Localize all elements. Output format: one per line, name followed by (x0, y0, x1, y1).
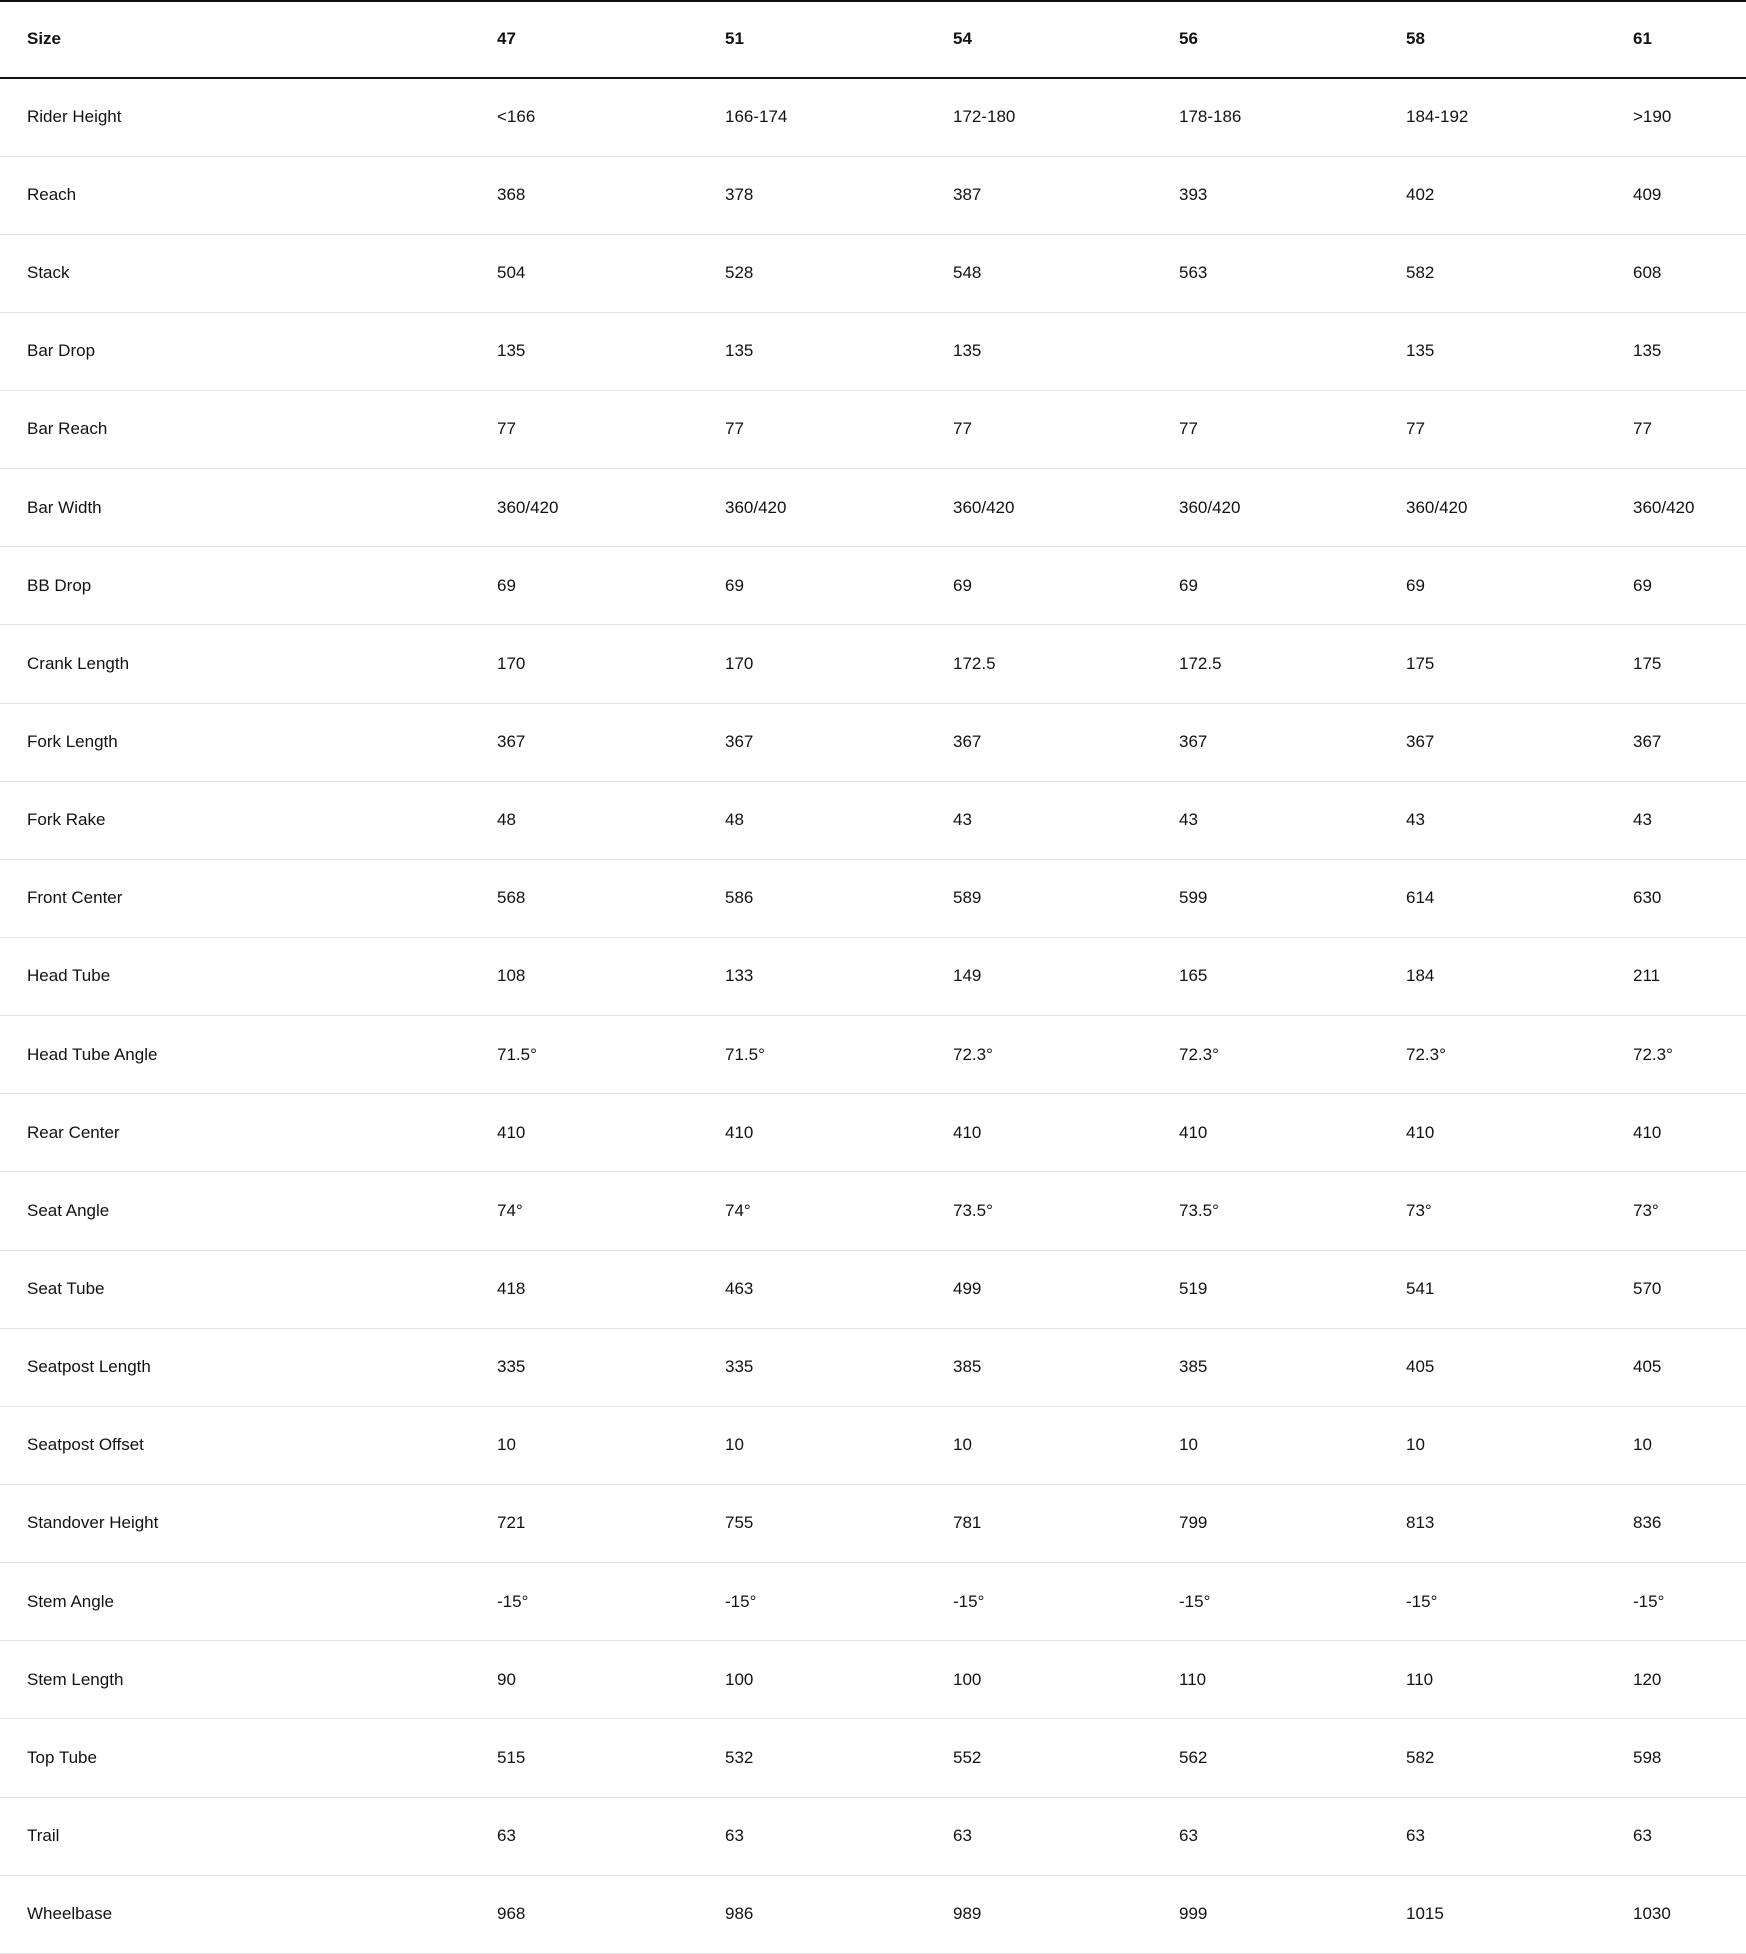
table-row (0, 1016, 1746, 1094)
row-label: Fork Length (27, 732, 118, 751)
row-label: Rear Center (27, 1122, 120, 1142)
value-cell: 120 (1633, 1669, 1662, 1689)
value-cell: 1015 (1406, 1904, 1444, 1924)
row-label: Standover Height (27, 1513, 159, 1533)
table-row (0, 469, 1746, 547)
value-cell: 986 (725, 1904, 754, 1924)
value-cell: 360/420 (725, 497, 787, 517)
value-cell: 184-192 (1406, 107, 1469, 127)
table-row (0, 1797, 1746, 1875)
value-cell: 63 (1633, 1825, 1652, 1845)
value-cell: 367 (497, 732, 526, 751)
table-row (0, 1563, 1746, 1641)
row-label: Bar Drop (27, 341, 96, 361)
value-cell: 614 (1406, 888, 1435, 908)
value-cell: 110 (1179, 1669, 1207, 1689)
value-cell: -15° (1179, 1591, 1211, 1611)
table-row (0, 781, 1746, 859)
value-cell: 211 (1633, 966, 1661, 986)
value-cell: 989 (953, 1904, 982, 1924)
table-row (0, 1406, 1746, 1484)
value-cell: 519 (1179, 1278, 1208, 1298)
value-cell: 100 (953, 1669, 982, 1689)
value-cell: 178-186 (1179, 107, 1242, 127)
value-cell: 170 (497, 653, 526, 673)
table-row (0, 1250, 1746, 1328)
value-cell: 69 (953, 575, 972, 595)
value-cell: 999 (1179, 1904, 1208, 1924)
value-cell: 72.3° (1406, 1044, 1446, 1064)
row-label: Rider Height (27, 107, 122, 127)
table-row (0, 391, 1746, 469)
value-cell: 10 (1633, 1435, 1652, 1455)
value-cell: 77 (1406, 419, 1425, 439)
table-row (0, 1875, 1746, 1953)
row-label: Crank Length (27, 653, 130, 673)
value-cell: 836 (1633, 1513, 1662, 1533)
value-cell: -15° (725, 1591, 757, 1611)
value-cell: 410 (1179, 1122, 1208, 1142)
value-cell: 755 (725, 1513, 754, 1533)
value-cell: 968 (497, 1904, 526, 1924)
row-label: Stem Length (27, 1669, 124, 1689)
value-cell: 552 (953, 1747, 982, 1767)
value-cell: 48 (497, 810, 516, 830)
value-cell: 63 (1406, 1825, 1425, 1845)
value-cell: 69 (1406, 575, 1425, 595)
value-cell: 562 (1179, 1747, 1208, 1767)
value-cell: 410 (497, 1122, 526, 1142)
value-cell: 799 (1179, 1513, 1208, 1533)
value-cell: 135 (725, 341, 754, 361)
row-label: Bar Width (27, 497, 102, 517)
value-cell: 368 (497, 185, 526, 205)
value-cell: 110 (1406, 1669, 1434, 1689)
value-cell: 10 (1179, 1435, 1198, 1455)
value-cell: 73° (1633, 1200, 1659, 1220)
value-cell: 175 (1406, 653, 1435, 673)
value-cell: 100 (725, 1669, 754, 1689)
value-cell: 63 (1179, 1825, 1198, 1845)
value-cell: 165 (1179, 966, 1208, 986)
row-label: Bar Reach (27, 419, 108, 439)
row-label: Seatpost Length (27, 1357, 151, 1377)
frame-size-header: 61 (1633, 29, 1652, 49)
value-cell: 170 (725, 653, 754, 673)
value-cell: 630 (1633, 888, 1662, 908)
value-cell: 367 (1179, 732, 1208, 751)
value-cell: 360/420 (953, 497, 1015, 517)
value-cell: 385 (1179, 1357, 1208, 1377)
value-cell: 608 (1633, 263, 1662, 283)
table-row (0, 234, 1746, 312)
value-cell: 135 (1406, 341, 1435, 361)
value-cell: <166 (497, 107, 536, 127)
value-cell: 77 (953, 419, 972, 439)
value-cell: 72.3° (1179, 1044, 1219, 1064)
value-cell: 410 (725, 1122, 754, 1142)
value-cell: 721 (497, 1513, 526, 1533)
value-cell: 378 (725, 185, 754, 205)
table-row (0, 1172, 1746, 1250)
value-cell: 335 (497, 1357, 526, 1377)
row-label: Seatpost Offset (27, 1435, 144, 1455)
value-cell: 175 (1633, 653, 1662, 673)
value-cell: 385 (953, 1357, 982, 1377)
value-cell: 43 (1406, 810, 1425, 830)
table-body (0, 78, 1746, 1954)
value-cell: 63 (725, 1825, 744, 1845)
value-cell: 410 (1406, 1122, 1435, 1142)
value-cell: 360/420 (1406, 497, 1468, 517)
value-cell: 172.5 (1179, 653, 1222, 673)
value-cell: 548 (953, 263, 982, 283)
row-label: Trail (27, 1825, 60, 1845)
row-label: Seat Tube (27, 1278, 105, 1298)
value-cell: 77 (725, 419, 744, 439)
table-row (0, 1719, 1746, 1797)
frame-size-header: 54 (953, 29, 972, 49)
row-label: Head Tube Angle (27, 1044, 158, 1064)
value-cell: 586 (725, 888, 754, 908)
value-cell: 1030 (1633, 1904, 1671, 1924)
value-cell: 73.5° (953, 1200, 993, 1220)
header-row (0, 1, 1746, 78)
value-cell: 367 (725, 732, 754, 751)
row-label: Reach (27, 185, 77, 205)
value-cell: 405 (1633, 1357, 1662, 1377)
value-cell: 135 (497, 341, 526, 361)
value-cell: 73.5° (1179, 1200, 1219, 1220)
value-cell: 10 (725, 1435, 744, 1455)
value-cell: 69 (725, 575, 744, 595)
row-label: Fork Rake (27, 810, 106, 830)
value-cell: 90 (497, 1669, 516, 1689)
value-cell: 515 (497, 1747, 526, 1767)
value-cell: 528 (725, 263, 754, 283)
value-cell: 410 (1633, 1122, 1662, 1142)
row-label: Front Center (27, 888, 123, 908)
value-cell: 402 (1406, 185, 1435, 205)
table-row (0, 1094, 1746, 1172)
row-label: Stack (27, 263, 70, 283)
value-cell: 48 (725, 810, 744, 830)
value-cell: >190 (1633, 107, 1672, 127)
value-cell: 135 (1633, 341, 1662, 361)
value-cell: 463 (725, 1278, 754, 1298)
value-cell: 10 (497, 1435, 516, 1455)
value-cell: 360/420 (1633, 497, 1695, 517)
table-row (0, 312, 1746, 390)
table-row (0, 1485, 1746, 1563)
table-row (0, 1328, 1746, 1406)
value-cell: 387 (953, 185, 982, 205)
value-cell: 172-180 (953, 107, 1016, 127)
size-column-header: Size (27, 29, 62, 49)
value-cell: 599 (1179, 888, 1208, 908)
value-cell: 367 (1406, 732, 1435, 751)
value-cell: 335 (725, 1357, 754, 1377)
table-row (0, 547, 1746, 625)
row-label: Seat Angle (27, 1200, 110, 1220)
value-cell: 184 (1406, 966, 1435, 986)
table-row (0, 703, 1746, 781)
value-cell: 77 (1179, 419, 1198, 439)
value-cell: 74° (497, 1200, 523, 1220)
frame-size-header: 51 (725, 29, 744, 49)
value-cell: -15° (497, 1591, 529, 1611)
value-cell: 43 (953, 810, 972, 830)
table-row (0, 78, 1746, 156)
row-label: BB Drop (27, 575, 92, 595)
value-cell: 568 (497, 888, 526, 908)
value-cell: 367 (1633, 732, 1662, 751)
value-cell: 73° (1406, 1200, 1432, 1220)
value-cell: 71.5° (497, 1044, 537, 1064)
value-cell: 813 (1406, 1513, 1435, 1533)
value-cell: -15° (953, 1591, 985, 1611)
value-cell: 133 (725, 966, 754, 986)
value-cell: 10 (953, 1435, 972, 1455)
row-label: Head Tube (27, 966, 111, 986)
value-cell: 74° (725, 1200, 751, 1220)
value-cell: 598 (1633, 1747, 1662, 1767)
value-cell: -15° (1406, 1591, 1438, 1611)
value-cell: 499 (953, 1278, 982, 1298)
value-cell: 43 (1179, 810, 1198, 830)
value-cell: 360/420 (497, 497, 559, 517)
table-row (0, 1641, 1746, 1719)
value-cell: 360/420 (1179, 497, 1241, 517)
frame-size-header: 56 (1179, 29, 1198, 49)
value-cell: 43 (1633, 810, 1652, 830)
row-label: Wheelbase (27, 1904, 113, 1924)
value-cell: 149 (953, 966, 982, 986)
value-cell: 410 (953, 1122, 982, 1142)
value-cell: 69 (1633, 575, 1652, 595)
value-cell: 570 (1633, 1278, 1662, 1298)
value-cell: 405 (1406, 1357, 1435, 1377)
value-cell: 63 (497, 1825, 516, 1845)
value-cell: 10 (1406, 1435, 1425, 1455)
value-cell: 367 (953, 732, 982, 751)
value-cell: -15° (1633, 1591, 1665, 1611)
value-cell: 69 (497, 575, 516, 595)
value-cell: 418 (497, 1278, 526, 1298)
value-cell: 72.3° (953, 1044, 993, 1064)
row-label: Stem Angle (27, 1591, 114, 1611)
value-cell: 541 (1406, 1278, 1435, 1298)
value-cell: 77 (1633, 419, 1652, 439)
value-cell: 71.5° (725, 1044, 765, 1064)
row-label: Top Tube (27, 1747, 97, 1767)
value-cell: 582 (1406, 1747, 1435, 1767)
table-row (0, 938, 1746, 1016)
value-cell: 582 (1406, 263, 1435, 283)
value-cell (1179, 312, 1406, 390)
value-cell: 135 (953, 341, 982, 361)
table-row (0, 859, 1746, 937)
value-cell: 166-174 (725, 107, 788, 127)
value-cell: 563 (1179, 263, 1208, 283)
frame-size-header: 58 (1406, 29, 1425, 49)
value-cell: 589 (953, 888, 982, 908)
value-cell: 172.5 (953, 653, 996, 673)
value-cell: 63 (953, 1825, 972, 1845)
frame-size-header: 47 (497, 29, 516, 49)
value-cell: 504 (497, 263, 526, 283)
value-cell: 409 (1633, 185, 1662, 205)
value-cell: 69 (1179, 575, 1198, 595)
table-row (0, 625, 1746, 703)
table-row (0, 156, 1746, 234)
value-cell: 72.3° (1633, 1044, 1673, 1064)
value-cell: 108 (497, 966, 526, 986)
value-cell: 393 (1179, 185, 1208, 205)
value-cell: 781 (953, 1513, 982, 1533)
value-cell: 532 (725, 1747, 754, 1767)
value-cell: 77 (497, 419, 516, 439)
